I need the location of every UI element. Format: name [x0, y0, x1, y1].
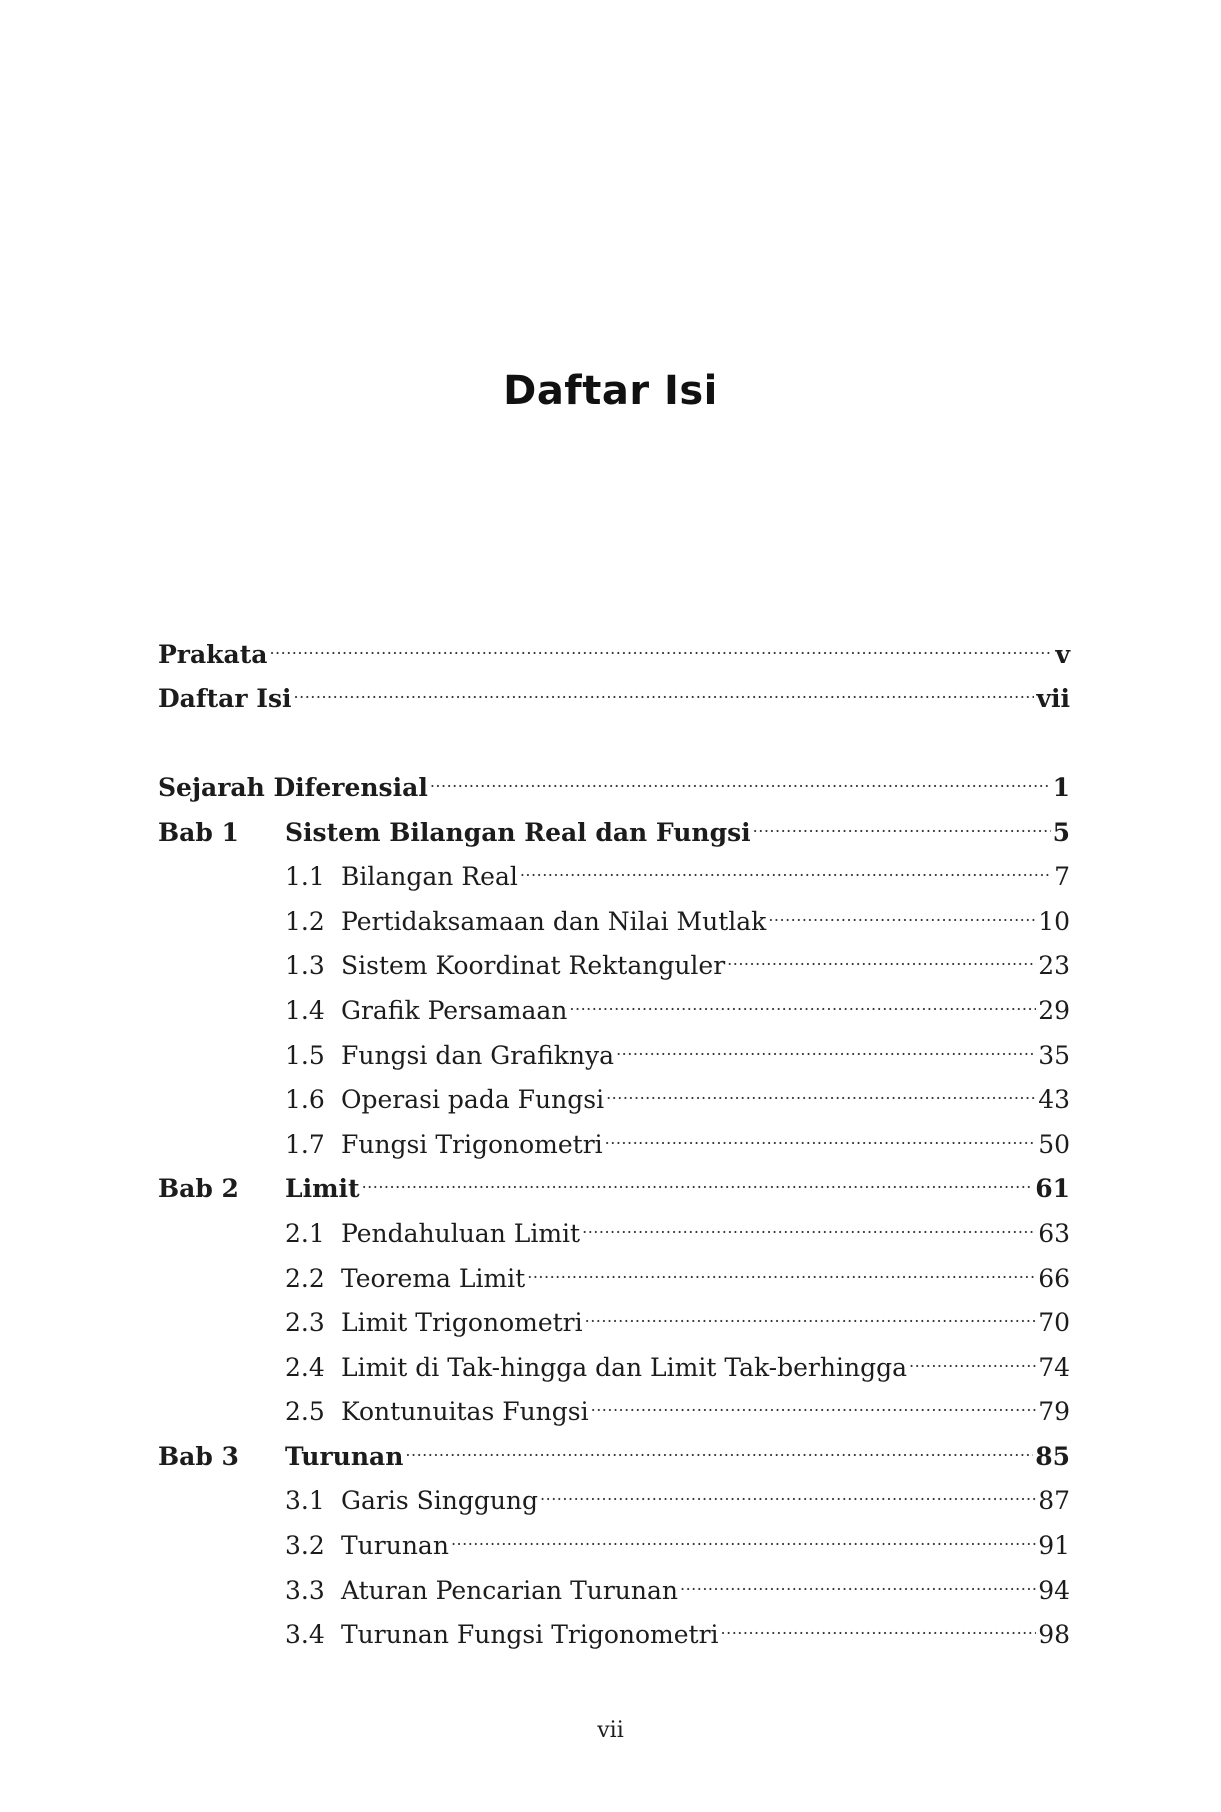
toc-section-1-6[interactable] [158, 1077, 1070, 1122]
dot-leader [527, 1263, 1036, 1294]
section-page: 50 [1038, 1129, 1070, 1159]
section-page: 10 [1038, 906, 1070, 936]
toc-section-2-5[interactable] [158, 1390, 1070, 1435]
toc-section-1-4[interactable] [158, 988, 1070, 1033]
section-number: 1.7 [285, 1129, 325, 1159]
section-page: 35 [1038, 1040, 1070, 1070]
section-number: 3.1 [285, 1486, 325, 1516]
section-number: 1.2 [285, 906, 325, 936]
dot-leader [606, 1084, 1036, 1115]
section-number: 1.5 [285, 1040, 325, 1070]
dot-leader [909, 1352, 1036, 1383]
section-title: Turunan Fungsi Trigonometri [341, 1620, 719, 1650]
chapter-label: Bab 3 [158, 1441, 239, 1471]
section-number: 2.2 [285, 1263, 325, 1293]
section-title: Garis Singgung [341, 1486, 539, 1516]
toc-section-3-1[interactable] [158, 1479, 1070, 1524]
toc-entry-title: Prakata [158, 639, 268, 669]
toc-section-2-3[interactable] [158, 1300, 1070, 1345]
toc-section-1-5[interactable] [158, 1033, 1070, 1078]
dot-leader [430, 772, 1051, 803]
toc-entry-prakata[interactable] [158, 632, 1070, 677]
section-title: Limit Trigonometri [341, 1308, 583, 1338]
toc-section-3-3[interactable] [158, 1568, 1070, 1613]
dot-leader [294, 683, 1035, 714]
dot-leader [768, 906, 1036, 937]
section-page: 63 [1038, 1218, 1070, 1248]
dot-leader [569, 995, 1036, 1026]
dot-leader [520, 861, 1052, 892]
chapter-page: 61 [1035, 1174, 1070, 1204]
section-number: 2.1 [285, 1218, 325, 1248]
toc-section-3-2[interactable] [158, 1523, 1070, 1568]
section-page: 7 [1054, 862, 1070, 892]
section-page: 79 [1038, 1397, 1070, 1427]
toc-section-2-2[interactable] [158, 1256, 1070, 1301]
dot-leader [753, 817, 1051, 848]
chapter-page: 85 [1035, 1441, 1070, 1471]
section-page: 98 [1038, 1620, 1070, 1650]
page-number: vii [597, 1718, 624, 1743]
toc-entry-title: Sejarah Diferensial [158, 772, 428, 802]
section-number: 1.3 [285, 951, 325, 981]
toc-chapter-1[interactable] [158, 810, 1070, 855]
chapter-title: Sistem Bilangan Real dan Fungsi [285, 817, 751, 847]
section-title: Fungsi Trigonometri [341, 1129, 603, 1159]
dot-leader [451, 1530, 1036, 1561]
dot-leader [540, 1485, 1036, 1516]
dot-leader [362, 1173, 1034, 1204]
dot-leader [591, 1396, 1037, 1427]
section-page: 66 [1038, 1263, 1070, 1293]
dot-leader [405, 1441, 1033, 1472]
table-of-contents [158, 632, 1070, 1657]
toc-entry-page: 1 [1052, 772, 1070, 802]
section-title: Kontunuitas Fungsi [341, 1397, 589, 1427]
section-page: 43 [1038, 1085, 1070, 1115]
section-page: 91 [1038, 1531, 1070, 1561]
section-page: 70 [1038, 1308, 1070, 1338]
chapter-title: Turunan [285, 1441, 404, 1471]
toc-section-2-1[interactable] [158, 1211, 1070, 1256]
dot-leader [727, 950, 1036, 981]
dot-leader [616, 1040, 1036, 1071]
section-page: 29 [1038, 995, 1070, 1025]
section-title: Sistem Koordinat Rektanguler [341, 951, 726, 981]
section-title: Fungsi dan Grafiknya [341, 1040, 615, 1070]
toc-entry-page: vii [1036, 684, 1070, 714]
section-title: Pertidaksamaan dan Nilai Mutlak [341, 906, 767, 936]
page-title: Daftar Isi [503, 368, 718, 414]
dot-leader [605, 1129, 1037, 1160]
section-title: Grafik Persamaan [341, 995, 568, 1025]
toc-section-1-7[interactable] [158, 1122, 1070, 1167]
toc-section-2-4[interactable] [158, 1345, 1070, 1390]
toc-entry-title: Daftar Isi [158, 684, 292, 714]
section-number: 1.1 [285, 862, 325, 892]
dot-leader [582, 1218, 1036, 1249]
section-title: Turunan [341, 1531, 449, 1561]
dot-leader [585, 1307, 1037, 1338]
section-number: 3.3 [285, 1575, 325, 1605]
toc-section-3-4[interactable] [158, 1612, 1070, 1657]
toc-section-1-1[interactable] [158, 854, 1070, 899]
section-page: 23 [1038, 951, 1070, 981]
section-number: 3.4 [285, 1620, 325, 1650]
section-number: 1.4 [285, 995, 325, 1025]
toc-chapter-3[interactable] [158, 1434, 1070, 1479]
section-number: 3.2 [285, 1531, 325, 1561]
section-number: 2.4 [285, 1352, 325, 1382]
section-number: 2.5 [285, 1397, 325, 1427]
section-title: Bilangan Real [341, 862, 518, 892]
toc-chapter-2[interactable] [158, 1167, 1070, 1212]
chapter-title: Limit [285, 1174, 360, 1204]
chapter-label: Bab 2 [158, 1174, 239, 1204]
dot-leader [721, 1619, 1037, 1650]
dot-leader [680, 1575, 1036, 1606]
toc-entry-daftar-isi[interactable] [158, 677, 1070, 722]
dot-leader [269, 639, 1053, 670]
section-title: Pendahuluan Limit [341, 1218, 581, 1248]
section-page: 94 [1038, 1575, 1070, 1605]
toc-section-1-2[interactable] [158, 899, 1070, 944]
toc-section-1-3[interactable] [158, 944, 1070, 989]
chapter-label: Bab 1 [158, 817, 239, 847]
section-title: Aturan Pencarian Turunan [341, 1575, 678, 1605]
toc-entry-sejarah-diferensial[interactable] [158, 765, 1070, 810]
section-title: Teorema Limit [341, 1263, 526, 1293]
section-title: Operasi pada Fungsi [341, 1085, 605, 1115]
chapter-page: 5 [1052, 817, 1070, 847]
section-title: Limit di Tak-hingga dan Limit Tak-berhingga [341, 1352, 907, 1382]
section-number: 1.6 [285, 1085, 325, 1115]
toc-entry-page: v [1055, 639, 1070, 669]
section-page: 74 [1038, 1352, 1070, 1382]
section-number: 2.3 [285, 1308, 325, 1338]
section-page: 87 [1038, 1486, 1070, 1516]
